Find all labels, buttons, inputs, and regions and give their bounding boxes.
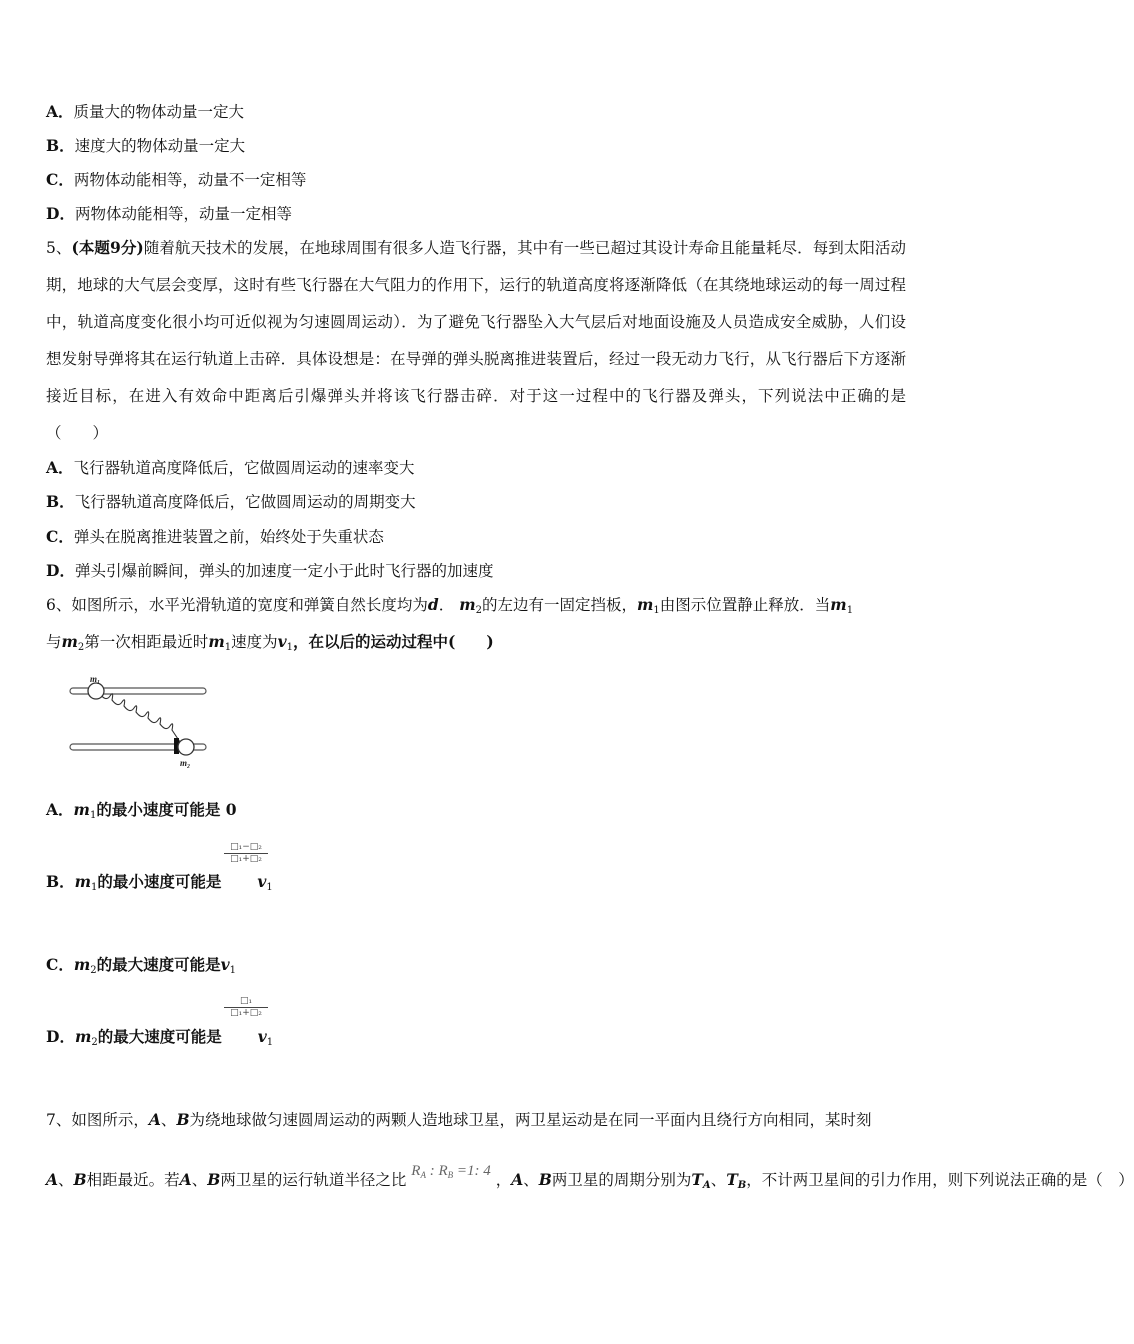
q6-spring-figure [60,672,220,772]
q5-stem: 5、(本题9分)随着航天技术的发展，在地球周围有很多人造飞行器，其中有一些已超过其设计寿命且能量耗尽．每到太阳活动期，地球的大气层会变厚，这时有些飞行器在大气阻力的作用下，运行的轨道高度将逐渐降低（在其绕地球运动的每一周过程中，轨道高度变化很小均可近似视为匀速圆周运动）．为了避免飞行器坠入大气层后对地面设施及人员造成安全威胁，人们设想发射导弹将其在运行轨道上击碎．具体设想是：在导弹的弹头脱离推进装置后，经过一段无动力飞行，从飞行器后下方逐渐接近目标，在进入有效命中距离后引爆弹头并将该飞行器击碎．对于这一过程中的飞行器及弹头，下列说法中正确的是（ ） [46,238,906,442]
q6-option-c: C．$m_2$的最大速度可能是$v_1$ [46,955,237,976]
q6-option-d: D．$m_2$的最大速度可能是 $v_1$ [46,1027,274,1048]
label-m1: m₁ [90,674,101,684]
q5-option-b: B．飞行器轨道高度降低后，它做圆周运动的周期变大 [46,492,416,511]
mass-m1 [88,683,104,699]
q4-option-c: C．两物体动能相等，动量不一定相等 [46,170,307,189]
q4-option-b: B．速度大的物体动量一定大 [46,136,246,155]
spring-coil [100,694,180,742]
q6-option-b: B．$m_1$的最小速度可能是 $v_1$ [46,872,273,893]
q5-option-d: D．弹头引爆前瞬间，弹头的加速度一定小于此时飞行器的加速度 [46,561,494,580]
q6-stem-line2: 与$m_2$第一次相距最近时$m_1$速度为$v_1$，在以后的运动过程中( ) [46,632,494,653]
q4-option-a: A．质量大的物体动量一定大 [46,102,245,121]
label-m2: m₂ [180,758,191,768]
q4-option-d: D．两物体动能相等，动量一定相等 [46,204,292,223]
q6-option-a: A．$m_1$的最小速度可能是 0 [46,800,237,821]
q6-option-b-fraction: □₁−□₂ □₁+□₂ [224,842,268,864]
q5-option-a: A．飞行器轨道高度降低后，它做圆周运动的速率变大 [46,458,415,477]
q7-line2: A、B相距最近。若A、B两卫星的运行轨道半径之比 $R_A$ : $R_B =1$: 4 ，A、B两卫星的周期分别为$T_A$、$T_B$，不计两卫星间的引力作用，则下列说法正确的是（ ） [46,1163,1134,1191]
radius-ratio-equation: $R_A$ : $R_B =1$: 4 [411,1163,491,1180]
q6-option-d-fraction: □₁ □₁+□₂ [224,996,268,1018]
q6-stem-line1: 6、如图所示，水平光滑轨道的宽度和弹簧自然长度均为d． $m_2$的左边有一固定挡板，$m_1$由图示位置静止释放．当$m_1$ [46,595,854,616]
mass-m2 [178,739,194,755]
q5-option-c: C．弹头在脱离推进装置之前，始终处于失重状态 [46,527,384,546]
q7-line1: 7、如图所示，A、B为绕地球做匀速圆周运动的两颗人造地球卫星，两卫星运动是在同一平面内且绕行方向相同，某时刻 [46,1110,872,1129]
